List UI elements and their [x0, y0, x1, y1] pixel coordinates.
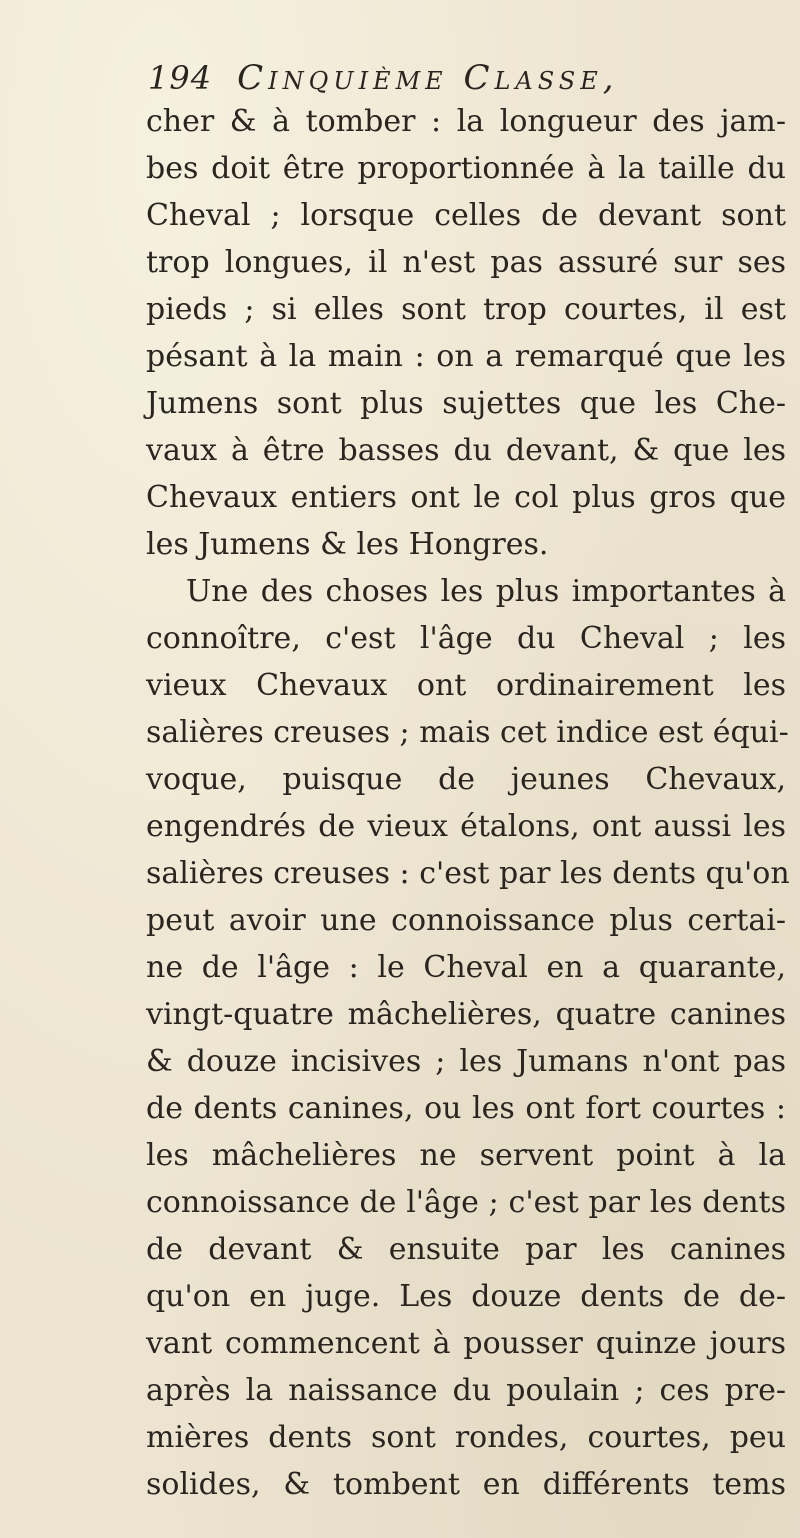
text-line: vieux Chevaux ont ordinairement les — [146, 668, 786, 703]
text-line: Jumens sont plus sujettes que les Che- — [146, 386, 786, 421]
page-number: 194 — [148, 59, 213, 97]
page-header — [148, 58, 788, 98]
text-line: vaux à être basses du devant, & que les — [146, 433, 786, 468]
paragraph-end-line: les Jumens & les Hongres. — [146, 527, 549, 562]
body-text — [146, 98, 790, 1508]
text-line: salières creuses ; mais cet indice est équi- — [146, 715, 789, 750]
text-line: trop longues, il n'est pas assuré sur ses — [146, 245, 786, 280]
text-line: connoître, c'est l'âge du Cheval ; les — [146, 621, 786, 656]
text-line: cher & à tomber : la longueur des jam- — [146, 104, 786, 139]
text-line: vant commencent à pousser quinze jours — [146, 1326, 786, 1361]
text-line: pieds ; si elles sont trop courtes, il est — [146, 292, 786, 327]
text-line: peut avoir une connoissance plus certai- — [146, 903, 786, 938]
text-line: de devant & ensuite par les canines — [146, 1232, 786, 1267]
paragraph-start-line: Une des choses les plus importantes à — [186, 574, 786, 609]
text-line: voque, puisque de jeunes Chevaux, — [146, 762, 786, 797]
text-line: connoissance de l'âge ; c'est par les dents — [146, 1185, 786, 1220]
text-line: Cheval ; lorsque celles de devant sont — [146, 198, 786, 233]
text-line: de dents canines, ou les ont fort courtes : — [146, 1091, 786, 1126]
running-title: Cinquième Classe, — [237, 58, 619, 98]
text-line: ne de l'âge : le Cheval en a quarante, — [146, 950, 786, 985]
text-line: salières creuses : c'est par les dents qu'on — [146, 856, 790, 891]
text-line: solides, & tombent en différents tems — [146, 1467, 786, 1502]
text-line: les mâchelières ne servent point à la — [146, 1138, 786, 1173]
text-line: Chevaux entiers ont le col plus gros que — [146, 480, 786, 515]
text-line: bes doit être proportionnée à la taille du — [146, 151, 786, 186]
text-line: engendrés de vieux étalons, ont aussi les — [146, 809, 786, 844]
text-line: vingt-quatre mâchelières, quatre canines — [146, 997, 786, 1032]
text-line: qu'on en juge. Les douze dents de de- — [146, 1279, 786, 1314]
text-line: pésant à la main : on a remarqué que les — [146, 339, 786, 374]
text-line: après la naissance du poulain ; ces pre- — [146, 1373, 786, 1408]
text-line: mières dents sont rondes, courtes, peu — [146, 1420, 786, 1455]
text-line: & douze incisives ; les Jumans n'ont pas — [146, 1044, 786, 1079]
